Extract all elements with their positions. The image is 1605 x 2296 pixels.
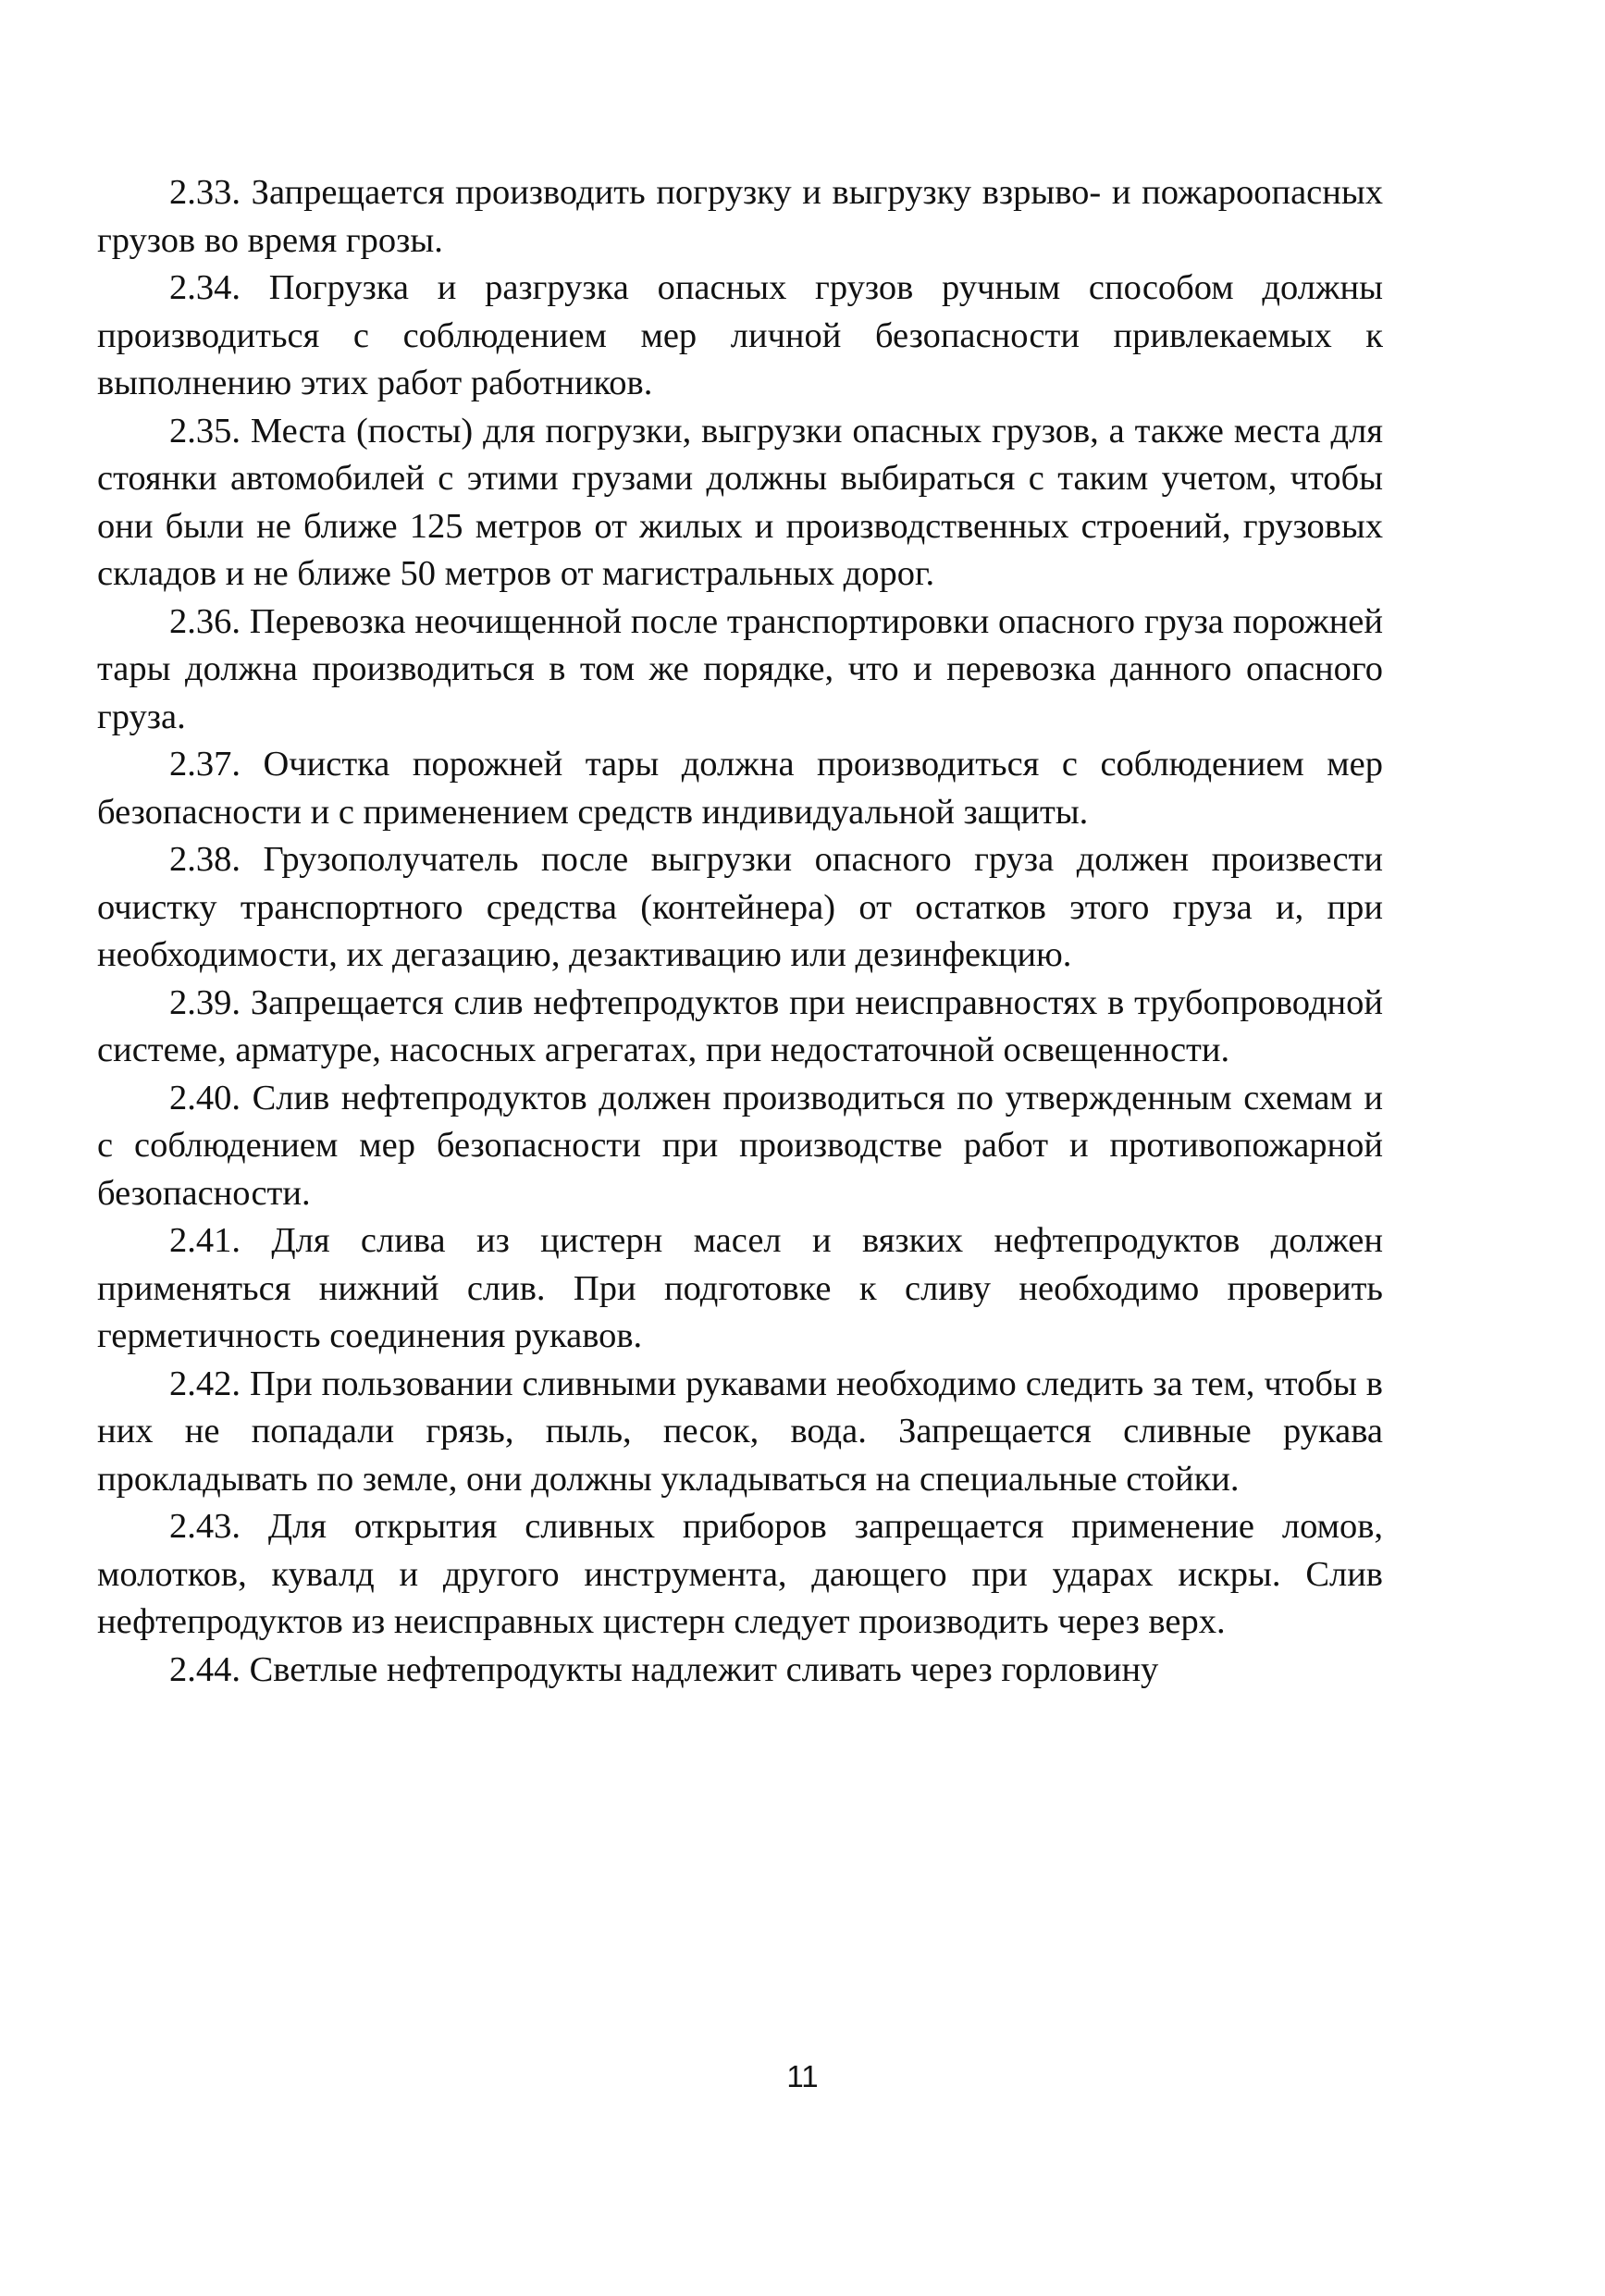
document-body	[97, 169, 1383, 1694]
page-number: 11	[786, 2059, 819, 2093]
paragraph-2-36: 2.36. Перевозка неочищенной после транспортировки опасного груза порожней тары должна производиться в том же порядке, что и перевозка данного опасного груза.	[97, 601, 1383, 736]
paragraph-2-44: 2.44. Светлые нефтепродукты надлежит сливать через горловину	[169, 1649, 1159, 1689]
paragraph-2-35: 2.35. Места (посты) для погрузки, выгрузки опасных грузов, а также места для стоянки автомобилей с этими грузами должны выбираться с таким учетом, чтобы они были не ближе 125 метров от жилых и производственных строений, грузовых складов и не ближе 50 метров от магистральных дорог.	[97, 411, 1383, 593]
paragraph-2-43: 2.43. Для открытия сливных приборов запрещается применение ломов, молотков, кувалд и другого инструмента, дающего при ударах искры. Слив нефтепродуктов из неисправных цистерн следует производить через верх.	[97, 1507, 1383, 1641]
paragraph-2-34: 2.34. Погрузка и разгрузка опасных грузов ручным способом должны производиться с соблюдением мер личной безопасности привлекаемых к выполнению этих работ работников.	[97, 268, 1383, 402]
paragraph-2-39: 2.39. Запрещается слив нефтепродуктов при неисправностях в трубопроводной системе, арматуре, насосных агрегатах, при недостаточной освещенности.	[97, 982, 1383, 1069]
paragraph-2-38: 2.38. Грузополучатель после выгрузки опасного груза должен произвести очистку транспортного средства (контейнера) от остатков этого груза и, при необходимости, их дегазацию, дезактивацию или дезинфекцию.	[97, 840, 1383, 974]
paragraph-2-37: 2.37. Очистка порожней тары должна производиться с соблюдением мер безопасности и с применением средств индивидуальной защиты.	[97, 745, 1383, 832]
paragraph-2-42: 2.42. При пользовании сливными рукавами необходимо следить за тем, чтобы в них не попадали грязь, пыль, песок, вода. Запрещается сливные рукава прокладывать по земле, они должны укладываться на специальные стойки.	[97, 1364, 1383, 1499]
paragraph-2-41: 2.41. Для слива из цистерн масел и вязких нефтепродуктов должен применяться нижний слив. При подготовке к сливу необходимо проверить герметичность соединения рукавов.	[97, 1221, 1383, 1355]
paragraph-2-40: 2.40. Слив нефтепродуктов должен производиться по утвержденным схемам и с соблюдением мер безопасности при производстве работ и противопожарной безопасности.	[97, 1078, 1383, 1213]
paragraph-2-33: 2.33. Запрещается производить погрузку и выгрузку взрыво- и пожароопасных грузов во время грозы.	[97, 173, 1383, 260]
